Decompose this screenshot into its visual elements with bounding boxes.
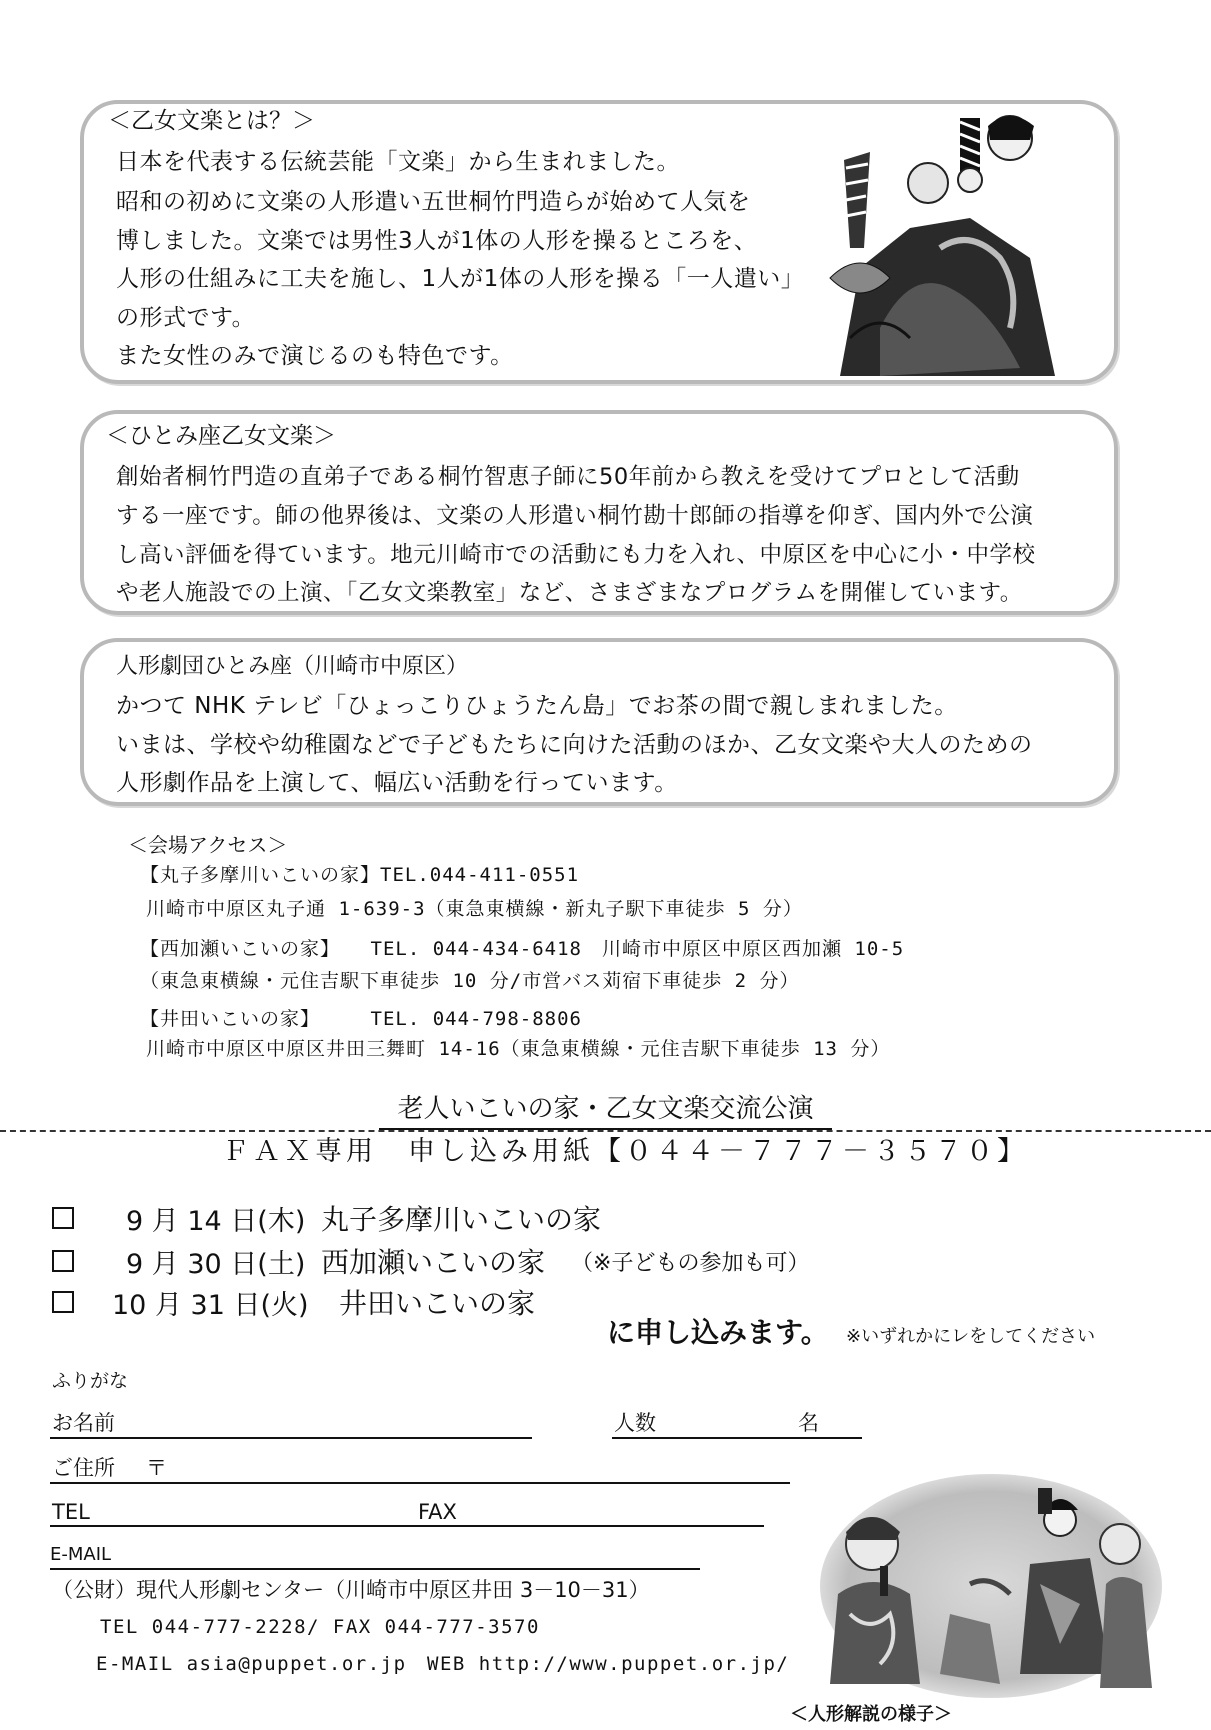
access-title: ＜会場アクセス＞ xyxy=(128,833,288,857)
option-row[interactable] xyxy=(52,1243,809,1279)
hitomiza-line: や老人施設での上演、「乙女文楽教室」など、さまざまなプログラムを開催しています。 xyxy=(116,580,1023,606)
option-row[interactable] xyxy=(52,1284,535,1320)
hitomiza-line: 創始者桐竹門造の直弟子である桐竹智恵子師に50年前から教えを受けてプロとして活動 xyxy=(116,464,1020,490)
apply-text: に申し込みます。 xyxy=(607,1316,829,1349)
puppet-explanation-photo xyxy=(820,1474,1162,1698)
fax-form-title: ＦＡＸ専用 申し込み用紙【０４４－７７７－３５７０】 xyxy=(222,1136,1028,1167)
count-input[interactable] xyxy=(612,1437,862,1439)
email-label: E-MAIL xyxy=(50,1544,112,1565)
apply-note: ※いずれかにレをしてください xyxy=(846,1326,1096,1347)
troupe-line: いまは、学校や幼稚園などで子どもたちに向けた活動のほか、乙女文楽や大人のための xyxy=(116,732,1033,758)
about-title: ＜乙女文楽とは？＞ xyxy=(108,108,315,134)
venue-1-line1: 【丸子多摩川いこいの家】TEL.044-411-0551 xyxy=(140,864,580,886)
venue-3-line1: 【井田いこいの家】 TEL. 044-798-8806 xyxy=(140,1008,582,1030)
fax-label: FAX xyxy=(418,1500,457,1524)
count-label: 人数 xyxy=(614,1411,656,1435)
option-1-checkbox[interactable] xyxy=(52,1207,74,1229)
option-venue: 西加瀬いこいの家 xyxy=(321,1246,546,1279)
option-row[interactable] xyxy=(52,1200,601,1236)
count-unit: 名 xyxy=(798,1411,819,1435)
contact-web: E-MAIL asia@puppet.or.jp WEB http://www.puppet.or.jp/ xyxy=(96,1653,790,1675)
option-date: 9 月 14 日(木) xyxy=(126,1205,306,1237)
hitomiza-line: する一座です。師の他界後は、文楽の人形遣い桐竹勘十郎師の指導を仰ぎ、国内外で公演 xyxy=(116,503,1034,529)
about-line: 日本を代表する伝統芸能「文楽」から生まれました。 xyxy=(116,149,680,175)
hitomiza-line: し高い評価を得ています。地元川崎市での活動にも力を入れ、中原区を中心に小・中学校 xyxy=(116,542,1036,568)
troupe-title: 人形劇団ひとみ座（川崎市中原区） xyxy=(116,654,469,679)
troupe-line: かつて NHK テレビ「ひょっこりひょうたん島」でお茶の間で親しまれました。 xyxy=(116,693,958,719)
option-date: 10 月 31 日(火) xyxy=(112,1289,309,1321)
venue-2-line1: 【西加瀬いこいの家】 TEL. 044-434-6418 川崎市中原区中原区西加瀬 10-5 xyxy=(140,938,905,960)
address-input[interactable] xyxy=(50,1482,790,1484)
hitomiza-title: ＜ひとみ座乙女文楽＞ xyxy=(106,423,336,449)
about-line: の形式です。 xyxy=(116,305,256,331)
about-line: 博しました。文楽では男性3人が1体の人形を操るところを、 xyxy=(116,228,758,254)
bunraku-performance-photo xyxy=(820,108,1060,376)
address-label: ご住所 xyxy=(52,1456,115,1480)
option-note: （※子どもの参加も可） xyxy=(571,1250,810,1276)
option-venue: 丸子多摩川いこいの家 xyxy=(321,1203,602,1236)
event-title: 老人いこいの家・乙女文楽交流公演 xyxy=(0,1096,1211,1122)
about-line: 人形の仕組みに工夫を施し、1人が1体の人形を操る「一人遣い」 xyxy=(116,266,805,292)
postal-mark: 〒 xyxy=(146,1456,167,1480)
cut-line xyxy=(0,1130,1211,1132)
email-input[interactable] xyxy=(50,1568,700,1570)
furigana-label: ふりがな xyxy=(52,1370,129,1392)
venue-2-line2: （東急東横線・元住吉駅下車徒歩 10 分/市営バス苅宿下車徒歩 2 分） xyxy=(140,970,800,992)
option-date: 9 月 30 日(土) xyxy=(126,1248,306,1280)
venue-3-line2: 川崎市中原区中原区井田三舞町 14-16（東急東横線・元住吉駅下車徒歩 13 分） xyxy=(146,1038,891,1060)
tel-fax-input[interactable] xyxy=(50,1525,764,1527)
contact-org: （公財）現代人形劇センター（川崎市中原区井田 3－10－31） xyxy=(52,1578,650,1602)
tel-label: TEL xyxy=(52,1500,90,1524)
option-2-checkbox[interactable] xyxy=(52,1250,74,1272)
name-input[interactable] xyxy=(50,1437,532,1439)
option-venue: 井田いこいの家 xyxy=(339,1287,536,1320)
troupe-line: 人形劇作品を上演して、幅広い活動を行っています。 xyxy=(116,770,678,796)
option-3-checkbox[interactable] xyxy=(52,1291,74,1313)
about-line: 昭和の初めに文楽の人形遣い五世桐竹門造らが始めて人気を xyxy=(116,189,751,215)
photo-caption: ＜人形解説の様子＞ xyxy=(790,1704,952,1725)
about-line: また女性のみで演じるのも特色です。 xyxy=(116,343,514,369)
venue-1-line2: 川崎市中原区丸子通 1-639-3（東急東横線・新丸子駅下車徒歩 5 分） xyxy=(146,898,803,920)
contact-phone: TEL 044-777-2228/ FAX 044-777-3570 xyxy=(100,1616,540,1638)
name-label: お名前 xyxy=(52,1411,115,1435)
